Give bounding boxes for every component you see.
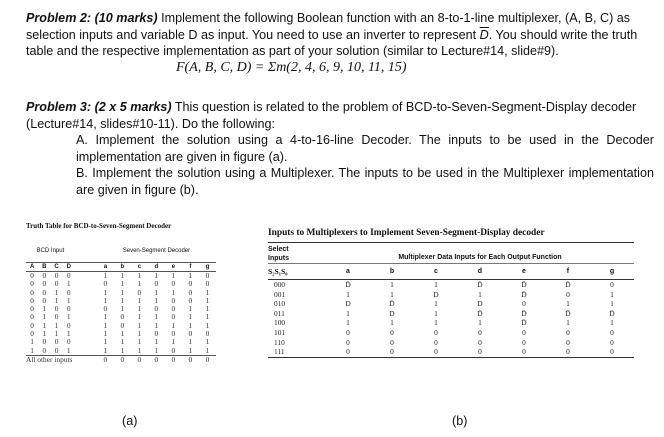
problem-3-items	[26, 132, 654, 198]
segment-value: 0	[165, 355, 182, 364]
select-value: 011	[274, 308, 285, 318]
col-gap	[75, 289, 97, 297]
segment-value: 0	[182, 355, 199, 364]
problem-2-text-end: . You should write the truth table and the respective implementation as part of your solution (similar to Lecture#14, slide#9).	[26, 27, 638, 59]
segment-value: 1	[154, 312, 159, 322]
input-value: 0	[30, 304, 34, 314]
input-col-c: C	[50, 263, 62, 272]
mux-data-input: 0	[610, 337, 614, 347]
segment-value: 0	[154, 304, 159, 314]
figure-a-label: (a)	[122, 414, 138, 428]
input-value: 0	[30, 279, 34, 289]
input-value: 1	[66, 345, 71, 355]
input-value: 0	[54, 312, 59, 322]
segment-value: 1	[120, 345, 125, 355]
segment-value: 0	[103, 279, 108, 289]
mux-data-input: 1	[610, 299, 614, 309]
mux-data-input: 0	[478, 337, 482, 347]
segment-value: 0	[171, 329, 176, 339]
mux-data-input: 0	[458, 347, 502, 357]
segment-value: 1	[171, 271, 176, 280]
segment-value: 1	[137, 271, 142, 280]
table-row	[268, 347, 634, 357]
input-value: 0	[42, 295, 47, 305]
figure-b-caption: Inputs to Multiplexers to Implement Seven-Segment-Display decoder	[268, 228, 545, 238]
segment-value: 0	[188, 295, 193, 305]
segment-value: 1	[137, 279, 142, 289]
segment-value: 1	[137, 329, 142, 339]
segment-value: 0	[171, 345, 176, 355]
segment-value: 1	[188, 304, 193, 314]
mux-data-input: D̄	[609, 308, 615, 318]
segment-col-g: g	[199, 263, 216, 272]
segment-value: 1	[188, 320, 193, 330]
segment-value: 1	[137, 304, 142, 314]
input-value: 1	[42, 320, 47, 330]
col-gap	[75, 322, 97, 330]
col-gap	[75, 280, 97, 288]
mux-data-input: 0	[434, 337, 438, 347]
input-col-b: B	[38, 263, 50, 272]
output-col-c: c	[414, 264, 458, 280]
segment-value: 0	[199, 355, 216, 364]
col-gap	[75, 305, 97, 313]
segment-value: 1	[188, 271, 193, 280]
mux-data-input: D̄	[521, 308, 527, 318]
segment-value: 1	[154, 271, 159, 280]
mux-data-input: D	[477, 299, 483, 309]
mux-data-input: 1	[434, 318, 438, 328]
segment-value: 0	[131, 355, 148, 364]
mux-data-input: 1	[478, 289, 482, 299]
segment-value: 0	[188, 279, 193, 289]
segment-value: 0	[120, 320, 125, 330]
segment-value: 1	[171, 287, 176, 297]
col-gap	[75, 272, 97, 281]
segment-value: 0	[137, 287, 142, 297]
input-value: 0	[66, 287, 71, 297]
segment-value: 1	[205, 345, 210, 355]
segment-value: 0	[188, 287, 193, 297]
col-gap	[75, 347, 97, 356]
mux-data-input: D̄	[389, 299, 395, 309]
problem-3-item-b: B. Implement the solution using a Multiplexer. The inputs to be used in the Multiplexer implementation are given in figure (b).	[76, 166, 654, 197]
segment-value: 0	[171, 312, 176, 322]
mux-data-input: 0	[566, 337, 570, 347]
select-value: 111	[268, 347, 326, 357]
segment-value: 1	[154, 295, 159, 305]
segment-value: 0	[205, 271, 210, 280]
input-value: 1	[42, 312, 47, 322]
segment-value: 0	[103, 304, 108, 314]
select-value: 001	[274, 289, 286, 299]
mux-data-input: 1	[434, 280, 438, 289]
segment-col-c: c	[131, 263, 148, 272]
input-value: 1	[30, 337, 34, 347]
segment-value: 0	[171, 279, 176, 289]
select-value: 101	[274, 327, 286, 337]
segment-value: 1	[103, 287, 108, 297]
segment-value: 1	[205, 287, 210, 297]
input-value: 1	[66, 329, 71, 339]
col-gap	[75, 313, 97, 321]
select-value: 010	[274, 299, 286, 309]
output-col-e: e	[502, 264, 546, 280]
mux-data-input: 1	[434, 308, 438, 318]
select-value: 000	[274, 280, 286, 289]
mux-data-input: 0	[478, 327, 482, 337]
input-value: 1	[54, 320, 59, 330]
mux-data-input: 1	[390, 280, 394, 289]
segment-value: 0	[114, 355, 131, 364]
output-col-d: d	[458, 264, 502, 280]
segment-value: 1	[205, 337, 210, 347]
col-gap	[75, 330, 97, 338]
input-value: 1	[54, 329, 59, 339]
segment-value: 1	[120, 287, 125, 297]
problem-2-title: Problem 2: (10 marks)	[26, 11, 158, 25]
segment-value: 1	[137, 295, 142, 305]
segment-value: 1	[137, 320, 142, 330]
segment-value: 1	[154, 337, 159, 347]
mux-data-input: D̄	[521, 289, 527, 299]
input-value: 0	[54, 337, 59, 347]
mux-data-input: 1	[478, 318, 482, 328]
mux-table-body	[268, 280, 634, 358]
input-value: 0	[30, 271, 34, 280]
output-col-g: g	[590, 264, 634, 280]
input-value: 0	[30, 329, 34, 339]
problem-3-intro: This question is related to the problem of BCD-to-Seven-Segment-Display decoder (Lecture#14, slides#10-11). Do the following:	[26, 100, 637, 131]
segment-value: 0	[188, 329, 193, 339]
segment-value: 1	[120, 304, 125, 314]
mux-data-input: 0	[390, 337, 394, 347]
input-value: 0	[66, 304, 71, 314]
table-row	[268, 299, 634, 309]
select-value: 110	[274, 337, 285, 347]
table-row	[268, 318, 634, 328]
col-gap	[75, 263, 97, 272]
mux-table-column-headers	[268, 264, 634, 280]
segment-value: 1	[120, 329, 125, 339]
input-value: 0	[42, 287, 47, 297]
mux-data-input: 1	[566, 299, 570, 309]
segment-value: 1	[120, 295, 125, 305]
input-value: 0	[66, 271, 71, 280]
input-value: 1	[54, 287, 59, 297]
mux-data-input: D	[389, 308, 395, 318]
segment-value: 1	[137, 337, 142, 347]
input-value: 1	[30, 345, 34, 355]
truth-table	[26, 248, 216, 364]
segment-value: 1	[188, 312, 193, 322]
segment-value: 0	[120, 312, 125, 322]
select-col: S₂S₁S₀	[268, 264, 326, 280]
input-value: 0	[66, 320, 71, 330]
input-value: 0	[30, 287, 34, 297]
problem-3	[26, 99, 654, 199]
segment-col-f: f	[182, 263, 199, 272]
segment-value: 1	[188, 337, 193, 347]
data-inputs-header: Multiplexer Data Inputs for Each Output Function	[326, 243, 634, 264]
mux-data-input: D̄	[565, 308, 571, 318]
problem-2	[26, 10, 654, 76]
mux-data-input: 0	[522, 327, 526, 337]
segment-col-d: d	[148, 263, 165, 272]
output-col-a: a	[326, 264, 370, 280]
segment-value: 0	[171, 295, 176, 305]
mux-data-input: 1	[610, 289, 614, 299]
mux-data-input: 0	[566, 289, 570, 299]
table-row	[268, 309, 634, 319]
mux-table	[268, 242, 634, 358]
segment-value: 1	[188, 345, 193, 355]
input-value: 0	[54, 345, 59, 355]
mux-data-input: 0	[502, 347, 546, 357]
input-value: 0	[54, 304, 59, 314]
mux-data-input: 0	[434, 327, 438, 337]
mux-data-input: 1	[346, 318, 350, 328]
input-value: 1	[66, 295, 71, 305]
input-value: 0	[54, 279, 59, 289]
input-value: 0	[42, 345, 47, 355]
bcd-input-header: BCD Input	[36, 248, 65, 254]
problem-3-title: Problem 3: (2 x 5 marks)	[26, 100, 172, 114]
mux-data-input: D̄	[521, 318, 527, 328]
segment-value: 1	[137, 345, 142, 355]
input-value: 1	[66, 312, 71, 322]
mux-data-input: 0	[522, 337, 526, 347]
segment-value: 0	[154, 329, 159, 339]
input-value: 0	[30, 295, 34, 305]
segment-value: 1	[171, 320, 176, 330]
segment-value: 1	[103, 295, 108, 305]
mux-data-input: 1	[346, 289, 350, 299]
d-bar-symbol: $\overline{D}$	[479, 27, 489, 42]
segment-value: 1	[103, 320, 108, 330]
output-col-b: b	[370, 264, 414, 280]
segment-value: 1	[103, 337, 108, 347]
segment-value: 0	[154, 279, 159, 289]
table-row-other-inputs	[26, 355, 216, 364]
segment-value: 0	[205, 329, 210, 339]
decoder-output-header: Seven-Segment Decoder	[122, 248, 191, 254]
input-value: 0	[30, 320, 34, 330]
segment-value: 0	[171, 304, 176, 314]
mux-data-input: 1	[346, 308, 350, 318]
segment-value: 1	[103, 312, 108, 322]
mux-data-input: 0	[346, 327, 350, 337]
mux-data-input: D̄	[565, 280, 571, 289]
segment-value: 1	[120, 279, 125, 289]
segment-value: 1	[154, 345, 159, 355]
input-value: 0	[42, 337, 47, 347]
table-row	[268, 328, 634, 338]
mux-data-input: 0	[370, 347, 414, 357]
segment-value: 1	[205, 312, 210, 322]
mux-data-input: 1	[390, 318, 394, 328]
table-row	[268, 290, 634, 300]
segment-value: 0	[205, 279, 210, 289]
segment-value: 1	[103, 345, 108, 355]
mux-data-input: 0	[610, 327, 614, 337]
segment-value: 0	[97, 355, 114, 364]
mux-data-input: 0	[522, 299, 526, 309]
mux-data-input: 0	[326, 347, 370, 357]
segment-value: 1	[103, 271, 108, 280]
segment-value: 0	[148, 355, 165, 364]
segment-value: 1	[103, 329, 108, 339]
segment-value: 1	[154, 320, 159, 330]
mux-data-input: 0	[390, 327, 394, 337]
input-value: 0	[54, 271, 59, 280]
mux-data-input: D	[433, 289, 439, 299]
problem-2-text: Implement the following Boolean function with an 8-to-1-line multiplexer, (A, B, C) as selection inputs and variable D as input. You need to use an inverter to represent	[26, 11, 631, 42]
mux-data-input: 1	[610, 318, 614, 328]
table-row	[268, 338, 634, 348]
input-value: 1	[42, 304, 47, 314]
select-inputs-header: Select Inputs	[268, 243, 326, 264]
col-gap	[75, 338, 97, 346]
figure-b-mux-inputs-table	[268, 228, 634, 358]
mux-data-input: 0	[546, 347, 590, 357]
segment-value: 1	[137, 312, 142, 322]
segment-col-b: b	[114, 263, 131, 272]
mux-data-input: 1	[434, 299, 438, 309]
mux-data-input: 0	[610, 280, 614, 289]
mux-data-input: D̄	[477, 308, 483, 318]
mux-data-input: D̄	[521, 280, 527, 289]
input-value: 1	[54, 295, 59, 305]
mux-data-input: 1	[566, 318, 570, 328]
segment-value: 1	[120, 271, 125, 280]
figure-a-caption: Truth Table for BCD-to-Seven-Segment Decoder	[26, 222, 172, 230]
figure-a-bcd-truth-table	[26, 222, 216, 402]
figure-b-label: (b)	[452, 414, 468, 428]
input-col-a: A	[26, 263, 38, 272]
problem-3-item-a: A. Implement the solution using a 4-to-16-line Decoder. The inputs to be used in the Decoder implementation are given in figure (a).	[76, 133, 654, 164]
mux-data-input: 0	[414, 347, 458, 357]
mux-data-input: D̄	[345, 280, 351, 289]
output-col-f: f	[546, 264, 590, 280]
input-value: 0	[42, 271, 47, 280]
input-value: 0	[30, 312, 34, 322]
segment-value: 1	[205, 304, 210, 314]
segment-value: 1	[120, 337, 125, 347]
input-col-d: D	[63, 263, 75, 272]
input-value: 0	[42, 279, 47, 289]
mux-data-input: D̄	[477, 280, 483, 289]
boolean-formula: F(A, B, C, D) = Σm(2, 4, 6, 9, 10, 11, 15)	[176, 59, 407, 75]
input-value: 0	[66, 337, 71, 347]
segment-value: 1	[171, 337, 176, 347]
segment-value: 1	[205, 320, 210, 330]
mux-data-input: 0	[346, 337, 350, 347]
other-inputs-label: All other inputs	[26, 355, 97, 364]
truth-table-body	[26, 272, 216, 365]
segment-value: 1	[205, 295, 210, 305]
mux-data-input: 0	[590, 347, 634, 357]
mux-data-input: D	[345, 299, 351, 309]
col-gap	[75, 297, 97, 305]
mux-data-input: 1	[390, 289, 394, 299]
mux-data-input: 0	[566, 327, 570, 337]
table-row	[268, 280, 634, 290]
segment-col-e: e	[165, 263, 182, 272]
select-value: 100	[274, 318, 286, 328]
input-value: 1	[42, 329, 47, 339]
segment-value: 1	[154, 287, 159, 297]
input-value: 1	[66, 279, 71, 289]
segment-col-a: a	[97, 263, 114, 272]
